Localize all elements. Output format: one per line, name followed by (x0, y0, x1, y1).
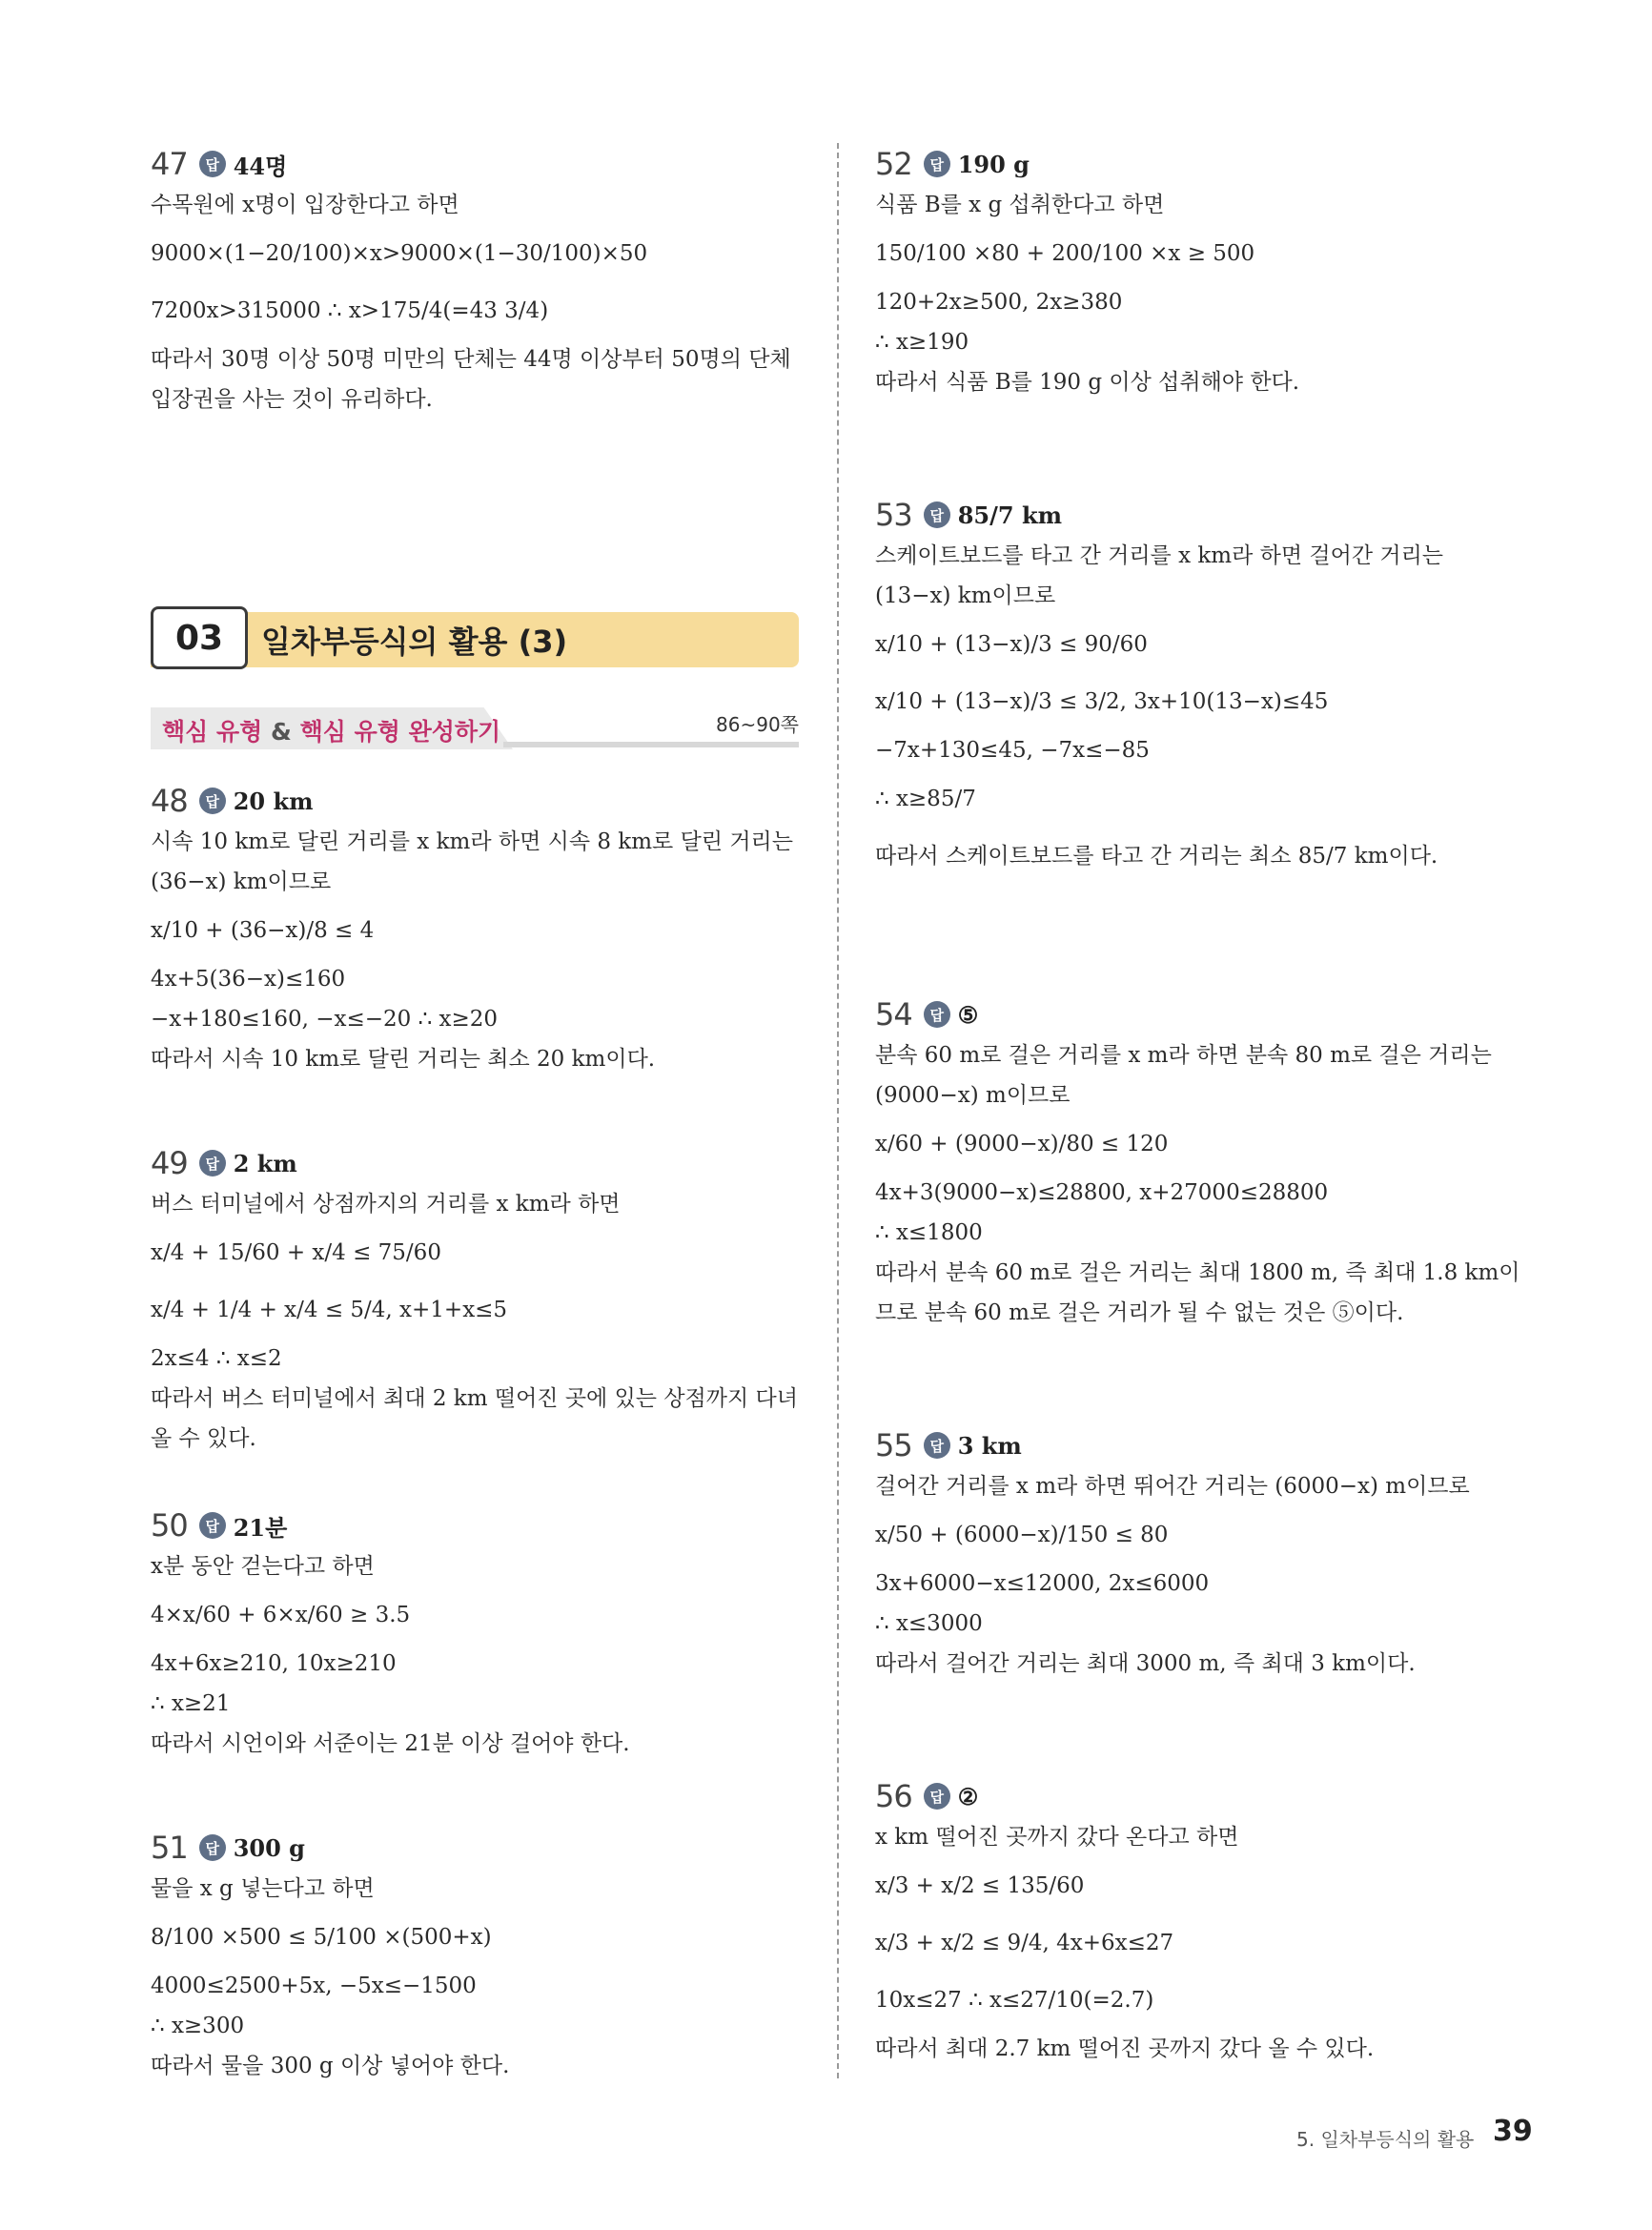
answer: 190 g (957, 150, 1030, 178)
problem-number: 48 (151, 783, 188, 819)
problem-47 (151, 143, 799, 419)
answer-badge: 답 (199, 1834, 226, 1861)
answer: ② (957, 1782, 979, 1811)
answer: 3 km (957, 1431, 1022, 1460)
core-type-part1: 핵심 유형 (162, 718, 263, 746)
answer-badge: 답 (199, 151, 226, 177)
equation-line: 2x≤4 ∴ x≤2 (151, 1346, 282, 1371)
answer: 2 km (233, 1149, 297, 1177)
answer-badge: 답 (924, 1001, 950, 1028)
conclusion-line: 따라서 식품 B를 190 g 이상 섭취해야 한다. (875, 370, 1300, 395)
equation-line: 4000≤2500+5x, −5x≤−1500 (151, 1974, 477, 1998)
problem-number: 49 (151, 1145, 188, 1181)
equation-line: 4x+3(9000−x)≤28800, x+27000≤28800 (875, 1180, 1329, 1205)
solution-line: x분 동안 걷는다고 하면 (151, 1554, 375, 1579)
equation-line: 4×x/60 + 6×x/60 ≥ 3.5 (151, 1603, 411, 1627)
section-title: 일차부등식의 활용 (3) (261, 624, 568, 660)
solution-line: x km 떨어진 곳까지 갔다 온다고 하면 (875, 1825, 1239, 1850)
core-type-underline (503, 742, 799, 747)
answer-badge: 답 (924, 1432, 950, 1459)
problem-number: 54 (875, 996, 912, 1033)
solution-line: (13−x) km이므로 (875, 583, 1056, 608)
equation-line: ∴ x≤3000 (875, 1611, 983, 1636)
core-type-label (162, 713, 500, 747)
solution-line: 수목원에 x명이 입장한다고 하면 (151, 193, 459, 217)
conclusion-line: 따라서 분속 60 m로 걸은 거리는 최대 1800 m, 즉 최대 1.8 km이므로 분속 60 m로 걸은 거리가 될 수 없는 것은 ⑤이다. (875, 1260, 1520, 1325)
core-type-pages: 86~90쪽 (716, 713, 799, 736)
answer-badge: 답 (199, 1150, 226, 1176)
problem-56 (875, 1775, 1533, 2069)
equation-line: 8/100 ×500 ≤ 5/100 ×(500+x) (151, 1925, 492, 1950)
core-type-amp: & (271, 718, 292, 746)
problem-number: 51 (151, 1830, 188, 1866)
equation-line: 3x+6000−x≤12000, 2x≤6000 (875, 1571, 1210, 1596)
answer: 21분 (233, 1513, 288, 1542)
answer: 85/7 km (957, 501, 1062, 529)
answer: 300 g (233, 1833, 305, 1862)
equation-line: x/4 + 1/4 + x/4 ≤ 5/4, x+1+x≤5 (151, 1298, 508, 1322)
equation-line: x/4 + 15/60 + x/4 ≤ 75/60 (151, 1240, 441, 1265)
equation-line: −x+180≤160, −x≤−20 ∴ x≥20 (151, 1007, 499, 1032)
page-number: 39 (1493, 2115, 1533, 2148)
problem-53 (875, 494, 1533, 885)
equation-line: x/10 + (36−x)/8 ≤ 4 (151, 918, 375, 943)
equation-line: ∴ x≤1800 (875, 1220, 983, 1245)
equation-line: ∴ x≥85/7 (875, 787, 976, 811)
core-type-part2: 핵심 유형 완성하기 (299, 718, 501, 746)
solution-line: (9000−x) m이므로 (875, 1083, 1071, 1108)
answer: 20 km (233, 787, 314, 815)
problem-number: 56 (875, 1778, 912, 1814)
conclusion-line: 따라서 시언이와 서준이는 21분 이상 걸어야 한다. (151, 1731, 630, 1756)
equation-line: 10x≤27 ∴ x≤27/10(=2.7) (875, 1988, 1154, 2013)
problem-49 (151, 1142, 799, 1459)
problem-54 (875, 993, 1533, 1333)
problem-50 (151, 1504, 799, 1764)
equation-line: x/10 + (13−x)/3 ≤ 90/60 (875, 632, 1148, 657)
solution-line: 걸어간 거리를 x m라 하면 뛰어간 거리는 (6000−x) m이므로 (875, 1474, 1470, 1499)
problem-48 (151, 780, 799, 1079)
solution-line: (36−x) km이므로 (151, 869, 332, 894)
answer: ⑤ (957, 1000, 979, 1029)
answer-badge: 답 (924, 1783, 950, 1810)
answer-badge: 답 (199, 1512, 226, 1539)
answer-badge: 답 (199, 788, 226, 814)
equation-line: 150/100 ×80 + 200/100 ×x ≥ 500 (875, 241, 1255, 266)
equation-line: −7x+130≤45, −7x≤−85 (875, 738, 1150, 763)
problem-number: 47 (151, 146, 188, 182)
problem-number: 52 (875, 146, 912, 182)
equation-line: 9000×(1−20/100)×x>9000×(1−30/100)×50 (151, 241, 648, 266)
conclusion-line: 따라서 시속 10 km로 달린 거리는 최소 20 km이다. (151, 1047, 656, 1072)
problem-55 (875, 1424, 1533, 1684)
equation-line: x/50 + (6000−x)/150 ≤ 80 (875, 1523, 1169, 1547)
solution-line: 스케이트보드를 타고 간 거리를 x km라 하면 걸어간 거리는 (875, 543, 1444, 568)
equation-line: 4x+6x≥210, 10x≥210 (151, 1651, 397, 1676)
problem-number: 53 (875, 497, 912, 533)
equation-line: 7200x>315000 ∴ x>175/4(=43 3/4) (151, 298, 549, 323)
equation-line: 120+2x≥500, 2x≥380 (875, 290, 1123, 315)
equation-line: ∴ x≥190 (875, 330, 969, 355)
equation-line: x/3 + x/2 ≤ 135/60 (875, 1873, 1085, 1898)
equation-line: x/10 + (13−x)/3 ≤ 3/2, 3x+10(13−x)≤45 (875, 689, 1329, 714)
problem-51 (151, 1827, 799, 2086)
solution-line: 분속 60 m로 걸은 거리를 x m라 하면 분속 80 m로 걸은 거리는 (875, 1043, 1492, 1068)
section-number: 03 (151, 606, 248, 669)
answer: 44명 (233, 152, 288, 180)
footer-chapter: 5. 일차부등식의 활용 (1296, 2128, 1475, 2151)
conclusion-line: 따라서 30명 이상 50명 미만의 단체는 44명 이상부터 50명의 단체 입장권을 사는 것이 유리하다. (151, 347, 791, 412)
solution-line: 물을 x g 넣는다고 하면 (151, 1876, 375, 1901)
conclusion-line: 따라서 스케이트보드를 타고 간 거리는 최소 85/7 km이다. (875, 844, 1438, 869)
equation-line: x/3 + x/2 ≤ 9/4, 4x+6x≤27 (875, 1931, 1174, 1955)
equation-line: x/60 + (9000−x)/80 ≤ 120 (875, 1132, 1169, 1156)
solution-line: 식품 B를 x g 섭취한다고 하면 (875, 193, 1165, 217)
answer-badge: 답 (924, 501, 950, 528)
problem-number: 55 (875, 1427, 912, 1463)
column-divider (837, 143, 839, 2078)
conclusion-line: 따라서 최대 2.7 km 떨어진 곳까지 갔다 올 수 있다. (875, 2036, 1375, 2061)
equation-line: 4x+5(36−x)≤160 (151, 967, 346, 992)
core-type-bar (151, 707, 799, 751)
equation-line: ∴ x≥300 (151, 2014, 245, 2038)
equation-line: ∴ x≥21 (151, 1691, 231, 1716)
answer-badge: 답 (924, 151, 950, 177)
solution-line: 시속 10 km로 달린 거리를 x km라 하면 시속 8 km로 달린 거리는 (151, 829, 793, 854)
problem-52 (875, 143, 1533, 402)
conclusion-line: 따라서 물을 300 g 이상 넣어야 한다. (151, 2054, 510, 2078)
section-header (151, 606, 799, 669)
conclusion-line: 따라서 버스 터미널에서 최대 2 km 떨어진 곳에 있는 상점까지 다녀올 수 있다. (151, 1386, 798, 1451)
problem-number: 50 (151, 1507, 188, 1544)
conclusion-line: 따라서 걸어간 거리는 최대 3000 m, 즉 최대 3 km이다. (875, 1651, 1416, 1676)
solution-line: 버스 터미널에서 상점까지의 거리를 x km라 하면 (151, 1192, 621, 1217)
